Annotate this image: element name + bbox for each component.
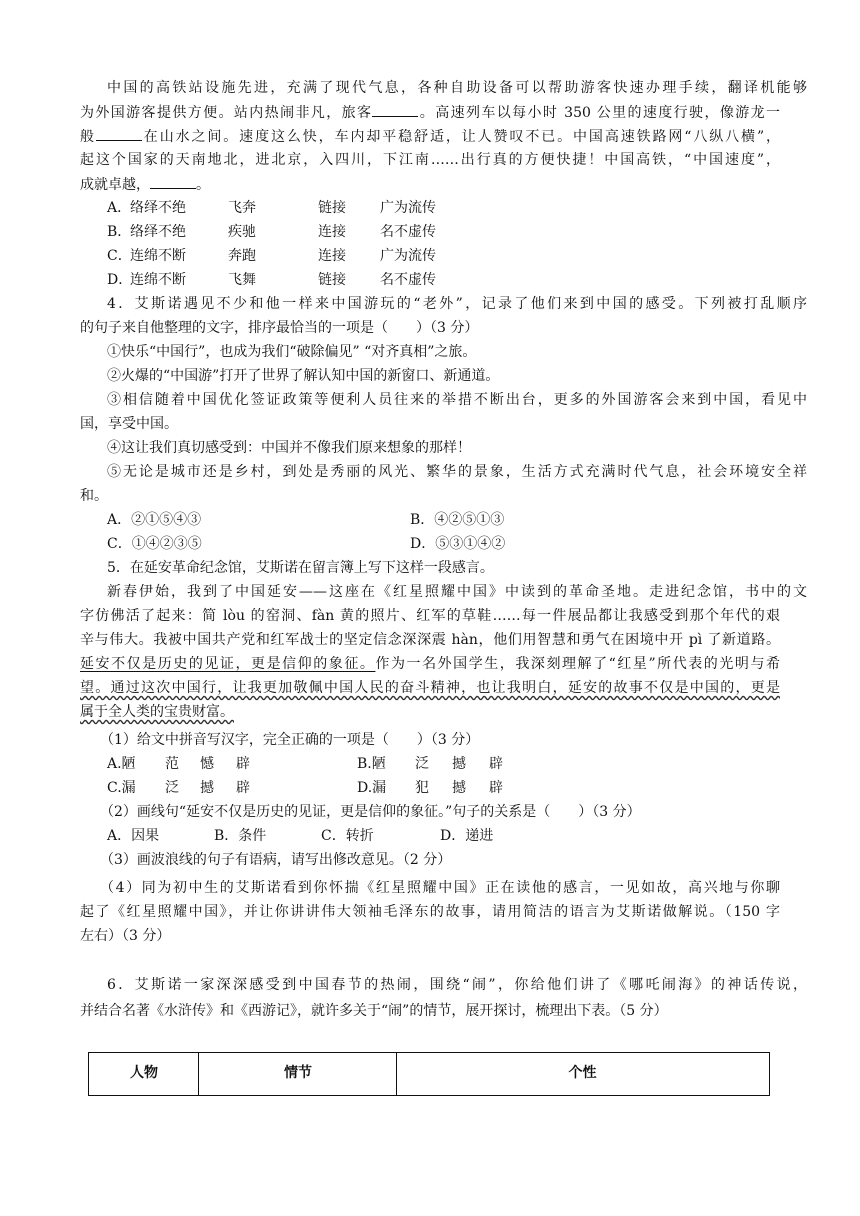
q5-sub4-line-1: （4）同为初中生的艾斯诺看到你怀揣《红星照耀中国》正在读他的感言，一见如故，高兴地与你聊 bbox=[100, 880, 780, 896]
q3-passage-line-3: 般 在山水之间。速度这么快，车内却平稳舒适，让人赞叹不已。中国高速铁路网“八纵八横”， bbox=[80, 125, 780, 147]
q5-sub2-option-d[interactable]: D．递进 bbox=[440, 828, 494, 844]
q4-sentence-5-line-1: ⑤无论是城市还是乡村，到处是秀丽的风光、繁华的景象，生活方式充满时代气息，社会环境安全祥 bbox=[107, 464, 807, 480]
q4-stem-line-1: 4．艾斯诺遇见不少和他一样来中国游玩的“老外”，记录了他们来到中国的感受。下列被打乱顺序 bbox=[107, 296, 807, 312]
q5-stem: 5．在延安革命纪念馆，艾斯诺在留言簿上写下这样一段感言。 bbox=[107, 560, 494, 576]
q6-table bbox=[88, 1052, 770, 1096]
q5-sub1-stem: （1）给文中拼音写汉字，完全正确的一项是（ ）（3 分） bbox=[100, 732, 480, 748]
q5-sub4-line-2: 起了《红星照耀中国》，并让你讲讲伟大领袖毛泽东的故事，请用简洁的语言为艾斯诺做解说。（150 字 bbox=[80, 904, 780, 920]
q3-passage-line-2: 为外国游客提供方便。站内热闹非凡，旅客 。高速列车以每小时 350 公里的速度行驶，像游龙一 bbox=[80, 101, 780, 123]
q4-sentence-5-line-2: 和。 bbox=[80, 488, 108, 504]
table-header-plot: 情节 bbox=[284, 1065, 312, 1081]
wavy-sentence-end: 属于全人类的宝贵财富。 bbox=[80, 704, 234, 720]
q4-option-a[interactable]: A．②①⑤④③ bbox=[107, 512, 202, 528]
q5-text-line-2: 字仿佛活了起来：简 lòu 的窑洞、fàn 黄的照片、红军的草鞋……每一件展品都让我感受到那个年代的艰 bbox=[80, 608, 780, 624]
underlined-sentence: 延安不仅是历史的见证，更是信仰的象征。 bbox=[80, 656, 376, 672]
q3-passage-line-5: 成就卓越， 。 bbox=[80, 173, 780, 195]
q5-sub2-option-b[interactable]: B．条件 bbox=[214, 828, 267, 844]
fill-blank-2[interactable] bbox=[96, 125, 142, 141]
q4-option-d[interactable]: D．⑤③①④② bbox=[410, 536, 506, 552]
exam-page: 中国的高铁站设施先进，充满了现代气息，各种自助设备可以帮助游客快速办理手续，翻译机能够 为外国游客提供方便。站内热闹非凡，旅客 。高速列车以每小时 350 公里的速度行驶，像游龙一 般 在山水之间。速度这么快，车内却平稳舒适，让人赞叹不已。中国高速铁路网“八纵八横”， 起这个国家的天南地北，进北京，入四川，下江南……出行真的方便快捷！中国高铁，“中国速度”， 成就卓越， 。 A． 络绎不绝 飞奔 链接 广为流传 B． 络绎不绝 疾驰 连接 名不虚传 C． 连绵不断 奔跑 连接 广为流传 D． 连绵不断 飞舞 链接 名不虚传 4．艾斯诺遇见不少和他一样来中国游玩的“老外”，记录了他们来到中国的感受。下列被打乱顺序 的句子来自他整理的文字，排序最恰当的一项是（ ）（3 分） ①快乐“中国行”，也成为我们“破除偏见” “对齐真相”之旅。 ②火爆的“中国游”打开了世界了解认知中国的新窗口、新通道。 ③相信随着中国优化签证政策等便利人员往来的举措不断出台，更多的外国游客会来到中国，看见中 国，享受中国。 ④这让我们真切感受到：中国并不像我们原来想象的那样！ ⑤无论是城市还是乡村，到处是秀丽的风光、繁华的景象，生活方式充满时代气息，社会环境安全祥 和。 A．②①⑤④③ B．④②⑤①③ C．①④②③⑤ D．⑤③①④② 5．在延安革命纪念馆，艾斯诺在留言簿上写下这样一段感言。 新春伊始，我到了中国延安——这座在《红星照耀中国》中读到的革命圣地。走进纪念馆，书中的文 字仿佛活了起来：简 lòu 的窑洞、fàn 黄的照片、红军的草鞋……每一件展品都让我感受到那个年代的艰 辛与伟大。我被中国共产党和红军战士的坚定信念深深震 hàn，他们用智慧和勇气在困境中开 pì 了新道路。 延安不仅是历史的见证，更是信仰的象征。作为一名外国学生，我深刻理解了“红星”所代表的光明与希 望。通过这次中国行，让我更加敬佩中国人民的奋斗精神，也让我明白，延安的故事不仅是中国的，更是 属于全人类的宝贵财富。 （1）给文中拼音写汉字，完全正确的一项是（ ）（3 分） A.陋 范 憾 辟 B.陋 泛 撼 辟 C.漏 泛 撼 辟 D.漏 犯 撼 辟 （2）画线句“延安不仅是历史的见证，更是信仰的象征。”句子的关系是（ ）（3 分） A．因果 B．条件 C．转折 D．递进 （3）画波浪线的句子有语病，请写出修改意见。（2 分） （4）同为初中生的艾斯诺看到你怀揣《红星照耀中国》正在读他的感言，一见如故，高兴地与你聊 起了《红星照耀中国》，并让你讲讲伟大领袖毛泽东的故事，请用简洁的语言为艾斯诺做解说。（150 字 左右）（3 分） 6．艾斯诺一家深深感受到中国春节的热闹，围绕“闹”，你给他们讲了《哪吒闹海》的神话传说， 并结合名著《水浒传》和《西游记》，就许多关于“闹”的情节，展开探讨，梳理出下表。（5 分） 人物 情节 个性 bbox=[0, 0, 860, 1216]
q5-sub2-option-c[interactable]: C．转折 bbox=[321, 828, 374, 844]
q4-sentence-2: ②火爆的“中国游”打开了世界了解认知中国的新窗口、新通道。 bbox=[107, 368, 500, 384]
q4-sentence-3-line-2: 国，享受中国。 bbox=[80, 416, 178, 432]
q6-stem-line-2: 并结合名著《水浒传》和《西游记》，就许多关于“闹”的情节，展开探讨，梳理出下表。（5 分） bbox=[80, 1003, 668, 1019]
q6-stem-line-1: 6．艾斯诺一家深深感受到中国春节的热闹，围绕“闹”，你给他们讲了《哪吒闹海》的神话传说， bbox=[107, 977, 807, 993]
q5-sub2-option-a[interactable]: A．因果 bbox=[107, 828, 160, 844]
q5-sub3-stem: （3）画波浪线的句子有语病，请写出修改意见。（2 分） bbox=[100, 852, 452, 868]
table-header-personality: 个性 bbox=[568, 1065, 597, 1081]
table-header-person: 人物 bbox=[130, 1065, 158, 1081]
q4-sentence-1: ①快乐“中国行”，也成为我们“破除偏见” “对齐真相”之旅。 bbox=[107, 344, 477, 360]
fill-blank-1[interactable] bbox=[372, 101, 418, 117]
q5-text-line-5-wavy: 望。通过这次中国行，让我更加敬佩中国人民的奋斗精神，也让我明白，延安的故事不仅是中国的，更是 bbox=[80, 680, 780, 696]
q3-passage-line-4: 起这个国家的天南地北，进北京，入四川，下江南……出行真的方便快捷！中国高铁，“中国速度”， bbox=[80, 152, 780, 168]
q5-text-line-1: 新春伊始，我到了中国延安——这座在《红星照耀中国》中读到的革命圣地。走进纪念馆，书中的文 bbox=[107, 584, 807, 600]
q5-text-line-6 bbox=[80, 701, 780, 723]
q4-option-c[interactable]: C．①④②③⑤ bbox=[107, 536, 202, 552]
q5-sub4-line-3: 左右）（3 分） bbox=[80, 928, 171, 944]
q4-sentence-4: ④这让我们真切感受到：中国并不像我们原来想象的那样！ bbox=[107, 440, 471, 456]
q5-text-line-3: 辛与伟大。我被中国共产党和红军战士的坚定信念深深震 hàn，他们用智慧和勇气在困境中开 pì 了新道路。 bbox=[80, 632, 780, 648]
q3-passage-line-1: 中国的高铁站设施先进，充满了现代气息，各种自助设备可以帮助游客快速办理手续，翻译机能够 bbox=[107, 80, 807, 96]
q4-stem-line-2: 的句子来自他整理的文字，排序最恰当的一项是（ ）（3 分） bbox=[80, 320, 479, 336]
fill-blank-3[interactable] bbox=[150, 173, 196, 189]
q4-option-b[interactable]: B．④②⑤①③ bbox=[410, 512, 505, 528]
q5-sub2-stem: （2）画线句“延安不仅是历史的见证，更是信仰的象征。”句子的关系是（ ）（3 分） bbox=[100, 804, 641, 820]
q5-text-line-4: 延安不仅是历史的见证，更是信仰的象征。作为一名外国学生，我深刻理解了“红星”所代表的光明与希 bbox=[80, 656, 780, 672]
q4-sentence-3-line-1: ③相信随着中国优化签证政策等便利人员往来的举措不断出台，更多的外国游客会来到中国，看见中 bbox=[107, 392, 807, 408]
